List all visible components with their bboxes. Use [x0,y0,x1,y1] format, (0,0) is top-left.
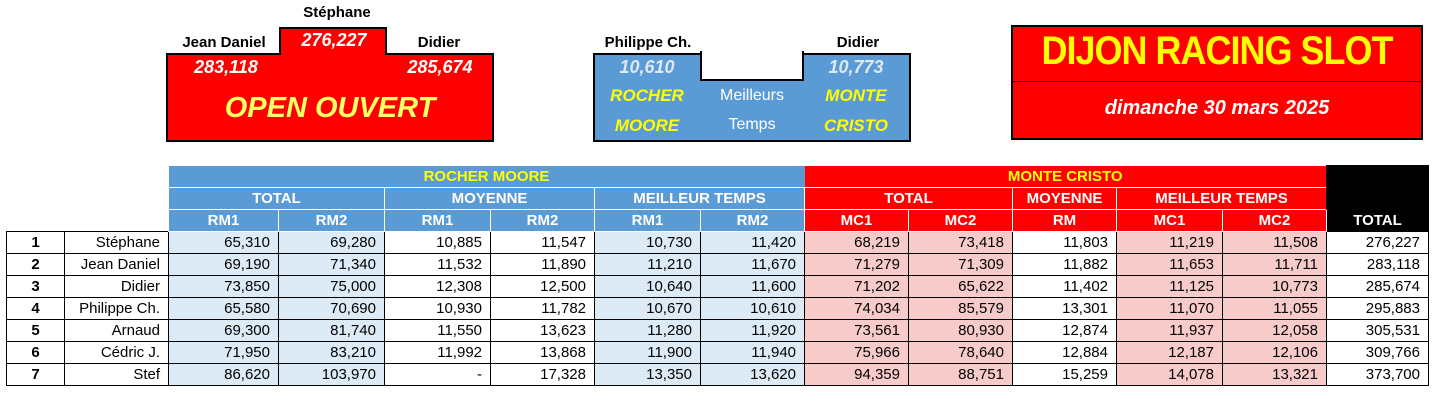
rank-cell: 2 [7,254,65,276]
rm-meilleur-group: MEILLEUR TEMPS [595,188,805,210]
value-cell: 305,531 [1327,320,1429,342]
value-cell: 13,350 [595,364,701,386]
value-cell: 73,561 [805,320,909,342]
value-cell: 13,868 [491,342,595,364]
value-cell: 295,883 [1327,298,1429,320]
value-cell: 12,106 [1223,342,1327,364]
value-cell: 373,700 [1327,364,1429,386]
value-cell: - [385,364,491,386]
col-header: MC2 [1223,210,1327,232]
event-title: DIJON RACING SLOT [1041,27,1393,73]
value-cell: 11,280 [595,320,701,342]
value-cell: 65,310 [169,232,279,254]
podium-first-name: Stéphane [303,4,371,21]
value-cell: 15,259 [1013,364,1117,386]
table-row [7,254,1429,276]
value-cell: 81,740 [279,320,385,342]
podium-second-name: Jean Daniel [182,34,266,51]
value-cell: 65,622 [909,276,1013,298]
value-cell: 11,532 [385,254,491,276]
best-left-time: 10,610 [619,57,675,77]
podium-third-score: 285,674 [407,57,473,77]
value-cell: 14,078 [1117,364,1223,386]
value-cell: 11,402 [1013,276,1117,298]
table-row [7,232,1429,254]
driver-name-cell: Stef [65,364,169,386]
driver-name-cell: Philippe Ch. [65,298,169,320]
value-cell: 11,547 [491,232,595,254]
col-header: MC1 [805,210,909,232]
podium-first-score: 276,227 [301,30,367,50]
table-column-row [7,210,1429,232]
value-cell: 11,420 [701,232,805,254]
value-cell: 10,930 [385,298,491,320]
col-header: RM1 [169,210,279,232]
rank-cell: 7 [7,364,65,386]
value-cell: 11,882 [1013,254,1117,276]
table-row [7,320,1429,342]
value-cell: 11,992 [385,342,491,364]
value-cell: 11,900 [595,342,701,364]
value-cell: 11,600 [701,276,805,298]
best-left-name: Philippe Ch. [604,34,692,51]
rank-cell: 3 [7,276,65,298]
value-cell: 71,950 [169,342,279,364]
value-cell: 12,884 [1013,342,1117,364]
value-cell: 285,674 [1327,276,1429,298]
value-cell: 11,653 [1117,254,1223,276]
value-cell: 309,766 [1327,342,1429,364]
value-cell: 11,890 [491,254,595,276]
value-cell: 12,874 [1013,320,1117,342]
value-cell: 11,803 [1013,232,1117,254]
value-cell: 11,782 [491,298,595,320]
col-header: RM [1013,210,1117,232]
value-cell: 11,670 [701,254,805,276]
best-right-track-2: CRISTO [824,116,888,135]
value-cell: 88,751 [909,364,1013,386]
rm-total-group: TOTAL [169,188,385,210]
value-cell: 78,640 [909,342,1013,364]
value-cell: 10,610 [701,298,805,320]
value-cell: 85,579 [909,298,1013,320]
value-cell: 13,620 [701,364,805,386]
value-cell: 13,321 [1223,364,1327,386]
value-cell: 69,300 [169,320,279,342]
value-cell: 11,125 [1117,276,1223,298]
value-cell: 11,940 [701,342,805,364]
value-cell: 73,850 [169,276,279,298]
mc-total-group: TOTAL [805,188,1013,210]
value-cell: 276,227 [1327,232,1429,254]
event-date: dimanche 30 mars 2025 [1104,97,1330,119]
driver-name-cell: Stéphane [65,232,169,254]
value-cell: 11,711 [1223,254,1327,276]
value-cell: 69,280 [279,232,385,254]
value-cell: 103,970 [279,364,385,386]
value-cell: 13,301 [1013,298,1117,320]
best-times-notch [700,51,804,81]
best-right-time: 10,773 [828,57,884,77]
value-cell: 11,937 [1117,320,1223,342]
table-title-row [7,166,1429,188]
podium-second-score: 283,118 [194,57,258,77]
value-cell: 12,308 [385,276,491,298]
driver-name-cell: Arnaud [65,320,169,342]
value-cell: 11,550 [385,320,491,342]
value-cell: 10,670 [595,298,701,320]
mc-meilleur-group: MEILLEUR TEMPS [1117,188,1327,210]
col-header: RM2 [701,210,805,232]
value-cell: 12,187 [1117,342,1223,364]
col-header: RM2 [279,210,385,232]
podium-third-name: Didier [417,34,461,51]
mc-moyenne-group: MOYENNE [1013,188,1117,210]
value-cell: 68,219 [805,232,909,254]
value-cell: 10,640 [595,276,701,298]
table-row [7,342,1429,364]
value-cell: 80,930 [909,320,1013,342]
best-right-name: Didier [836,34,880,51]
col-header: RM1 [595,210,701,232]
best-left-track-1: ROCHER [610,86,684,105]
value-cell: 75,966 [805,342,909,364]
rm-moyenne-group: MOYENNE [385,188,595,210]
table-group-row [7,188,1429,210]
value-cell: 65,580 [169,298,279,320]
col-header-total: TOTAL [1327,210,1429,232]
value-cell: 75,000 [279,276,385,298]
value-cell: 17,328 [491,364,595,386]
rank-cell: 1 [7,232,65,254]
value-cell: 69,190 [169,254,279,276]
value-cell: 10,730 [595,232,701,254]
best-label-1: Meilleurs [719,87,784,104]
event-divider [1013,81,1421,82]
value-cell: 71,340 [279,254,385,276]
driver-name-cell: Cédric J. [65,342,169,364]
table-row [7,364,1429,386]
value-cell: 94,359 [805,364,909,386]
driver-name-cell: Didier [65,276,169,298]
value-cell: 70,690 [279,298,385,320]
value-cell: 10,885 [385,232,491,254]
rank-cell: 6 [7,342,65,364]
value-cell: 11,055 [1223,298,1327,320]
value-cell: 71,309 [909,254,1013,276]
mc-title: MONTE CRISTO [805,166,1327,188]
open-ouvert-title: OPEN OUVERT [224,92,436,124]
best-label-2: Temps [728,116,776,133]
value-cell: 10,773 [1223,276,1327,298]
table-row [7,298,1429,320]
value-cell: 12,500 [491,276,595,298]
results-table [6,165,1429,386]
best-right-track-1: MONTE [825,86,887,105]
value-cell: 71,202 [805,276,909,298]
driver-name-cell: Jean Daniel [65,254,169,276]
value-cell: 74,034 [805,298,909,320]
value-cell: 83,210 [279,342,385,364]
value-cell: 11,508 [1223,232,1327,254]
col-header: MC1 [1117,210,1223,232]
rank-cell: 4 [7,298,65,320]
col-header: MC2 [909,210,1013,232]
col-header: RM1 [385,210,491,232]
col-header: RM2 [491,210,595,232]
table-row [7,276,1429,298]
value-cell: 11,210 [595,254,701,276]
value-cell: 12,058 [1223,320,1327,342]
value-cell: 11,219 [1117,232,1223,254]
value-cell: 13,623 [491,320,595,342]
value-cell: 86,620 [169,364,279,386]
value-cell: 73,418 [909,232,1013,254]
best-left-track-2: MOORE [614,116,680,135]
value-cell: 71,279 [805,254,909,276]
rank-cell: 5 [7,320,65,342]
rm-title: ROCHER MOORE [169,166,805,188]
value-cell: 11,920 [701,320,805,342]
value-cell: 283,118 [1327,254,1429,276]
value-cell: 11,070 [1117,298,1223,320]
